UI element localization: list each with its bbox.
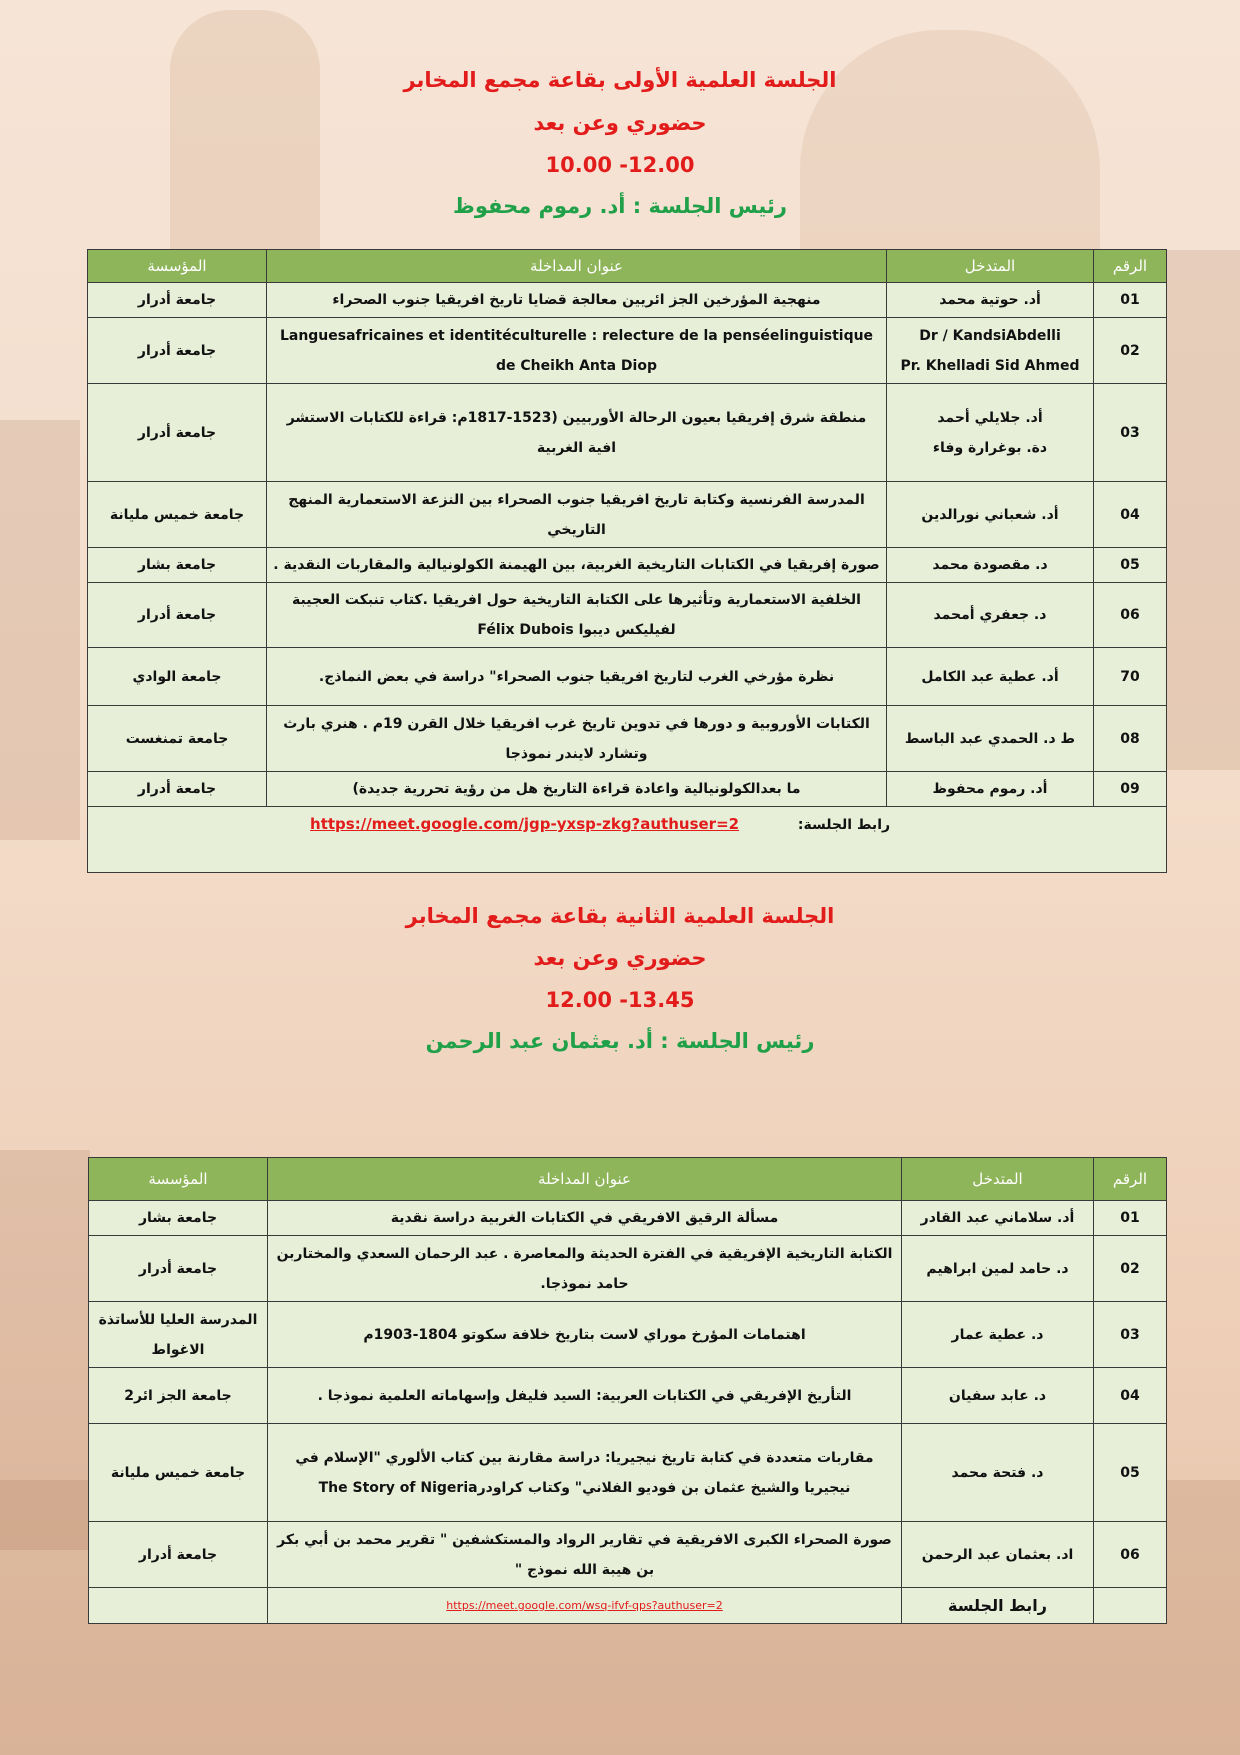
row-speaker bbox=[887, 318, 1094, 384]
background-wall-left bbox=[0, 420, 80, 840]
header-institution: المؤسسة bbox=[88, 250, 267, 283]
header-num: الرقم bbox=[1094, 250, 1167, 283]
session-link-row bbox=[88, 807, 1167, 873]
table-row bbox=[88, 548, 1167, 583]
header-speaker: المتدخل bbox=[887, 250, 1094, 283]
row-speaker: ط د. الحمدي عبد الباسط bbox=[887, 706, 1094, 772]
row-title: الكتابة التاريخية الإفريقية في الفترة الحديثة والمعاصرة . عبد الرحمان السعدي والمختاربن حامد نموذجا. bbox=[268, 1236, 902, 1302]
row-speaker bbox=[887, 384, 1094, 482]
row-num: 06 bbox=[1094, 583, 1167, 648]
row-title: مقاربات متعددة في كتابة تاريخ نيجيريا: دراسة مقارنة بين كتاب الألوري "الإسلام في نيجيريا والشيخ عثمان بن فوديو الفلاني" وكتاب كراودرThe Story of Nigeria bbox=[268, 1424, 902, 1522]
row-speaker: أد. رموم محفوظ bbox=[887, 772, 1094, 807]
table-row bbox=[88, 706, 1167, 772]
session2-time: 13.45- 12.00 bbox=[545, 988, 695, 1012]
session1-chair: رئيس الجلسة : أد. رموم محفوظ bbox=[453, 194, 787, 218]
row-institution: جامعة الجز ائر2 bbox=[89, 1368, 268, 1424]
row-title bbox=[267, 318, 887, 384]
session1-table bbox=[87, 249, 1167, 873]
row-title: صورة إفريقيا في الكتابات التاريخية الغربية، بين الهيمنة الكولونيالية والمقاربات النقدية . bbox=[267, 548, 887, 583]
session-link[interactable]: https://meet.google.com/wsq-ifvf-qps?authuser=2 bbox=[446, 1599, 723, 1612]
table-row bbox=[88, 583, 1167, 648]
row-num: 05 bbox=[1094, 548, 1167, 583]
row-institution: جامعة خميس مليانة bbox=[88, 482, 267, 548]
header-speaker: المتدخل bbox=[902, 1158, 1094, 1201]
row-speaker: د. حامد لمين ابراهيم bbox=[902, 1236, 1094, 1302]
row-num: 04 bbox=[1094, 482, 1167, 548]
row-title: مسألة الرقيق الافريقي في الكتابات الغربية دراسة نقدية bbox=[268, 1201, 902, 1236]
speaker-line-2: Pr. Khelladi Sid Ahmed bbox=[900, 357, 1080, 374]
row-institution: جامعة بشار bbox=[89, 1201, 268, 1236]
table-row bbox=[88, 482, 1167, 548]
row-speaker: د. عطية عمار bbox=[902, 1302, 1094, 1368]
table-row bbox=[88, 384, 1167, 482]
session2-title: الجلسة العلمية الثانية بقاعة مجمع المخابر bbox=[405, 904, 835, 928]
session1-title: الجلسة العلمية الأولى بقاعة مجمع المخابر bbox=[403, 68, 837, 92]
table-row bbox=[89, 1424, 1167, 1522]
row-title: نظرة مؤرخي الغرب لتاريخ افريقيا جنوب الصحراء" دراسة في بعض النماذج. bbox=[267, 648, 887, 706]
row-num: 03 bbox=[1094, 1302, 1167, 1368]
header-title: عنوان المداخلة bbox=[267, 250, 887, 283]
table-header-row bbox=[89, 1158, 1167, 1201]
session2-mode: حضوري وعن بعد bbox=[533, 946, 707, 970]
table-row bbox=[88, 318, 1167, 384]
row-speaker: أد. سلاماني عبد القادر bbox=[902, 1201, 1094, 1236]
row-institution: جامعة بشار bbox=[88, 548, 267, 583]
row-institution: جامعة أدرار bbox=[89, 1522, 268, 1588]
row-institution: جامعة أدرار bbox=[89, 1236, 268, 1302]
row-title: المدرسة الفرنسية وكتابة تاريخ افريقيا جنوب الصحراء بين النزعة الاستعمارية المنهج التاريخي bbox=[267, 482, 887, 548]
session-link-label: رابط الجلسة: bbox=[797, 817, 891, 833]
row-speaker: د. مقصودة محمد bbox=[887, 548, 1094, 583]
row-title: اهتمامات المؤرخ موراي لاست بتاريخ خلافة سكوتو 1804-1903م bbox=[268, 1302, 902, 1368]
row-num: 08 bbox=[1094, 706, 1167, 772]
header-title: عنوان المداخلة bbox=[268, 1158, 902, 1201]
row-title-text: Languesafricaines et identitéculturelle : relecture de la penséelinguistique de Cheikh Anta Diop bbox=[279, 327, 874, 374]
row-title: صورة الصحراء الكبرى الافريقية في تقارير الرواد والمستكشفين " تقرير محمد بن أبي بكر بن هيبة الله نموذج " bbox=[268, 1522, 902, 1588]
row-speaker: أد. شعباني نورالدين bbox=[887, 482, 1094, 548]
row-num: 01 bbox=[1094, 283, 1167, 318]
row-institution: جامعة تمنغست bbox=[88, 706, 267, 772]
speaker-line-2: دة. بوغرارة وفاء bbox=[932, 439, 1048, 456]
row-speaker: أد. حوتية محمد bbox=[887, 283, 1094, 318]
row-institution: جامعة الوادي bbox=[88, 648, 267, 706]
row-title: التأريخ الإفريقي في الكتابات العربية: السيد فليفل وإسهاماته العلمية نموذجا . bbox=[268, 1368, 902, 1424]
row-title: ما بعدالكولونيالية واعادة قراءة التاريخ هل من رؤية تحررية جديدة) bbox=[267, 772, 887, 807]
row-num: 02 bbox=[1094, 318, 1167, 384]
row-institution: جامعة أدرار bbox=[88, 583, 267, 648]
table-row bbox=[88, 772, 1167, 807]
session1-mode: حضوري وعن بعد bbox=[533, 111, 707, 135]
header-institution: المؤسسة bbox=[89, 1158, 268, 1201]
speaker-line-1: Dr / KandsiAbdelli bbox=[919, 327, 1061, 344]
row-institution: جامعة أدرار bbox=[88, 772, 267, 807]
session2-table bbox=[88, 1157, 1167, 1624]
table-row bbox=[88, 283, 1167, 318]
speaker-line-1: أد. جلايلي أحمد bbox=[937, 409, 1043, 426]
row-institution: جامعة أدرار bbox=[88, 318, 267, 384]
row-num: 01 bbox=[1094, 1201, 1167, 1236]
row-num: 09 bbox=[1094, 772, 1167, 807]
row-title: الخلفية الاستعمارية وتأثيرها على الكتابة التاريخية حول افريقيا .كتاب تنبكت العجيبة لفيليكس ديبوا Félix Dubois bbox=[267, 583, 887, 648]
row-num: 05 bbox=[1094, 1424, 1167, 1522]
row-speaker: د. فتحة محمد bbox=[902, 1424, 1094, 1522]
table-row bbox=[89, 1302, 1167, 1368]
row-speaker: اد. بعثمان عبد الرحمن bbox=[902, 1522, 1094, 1588]
session2-chair: رئيس الجلسة : أد. بعثمان عبد الرحمن bbox=[425, 1029, 815, 1053]
row-num: 03 bbox=[1094, 384, 1167, 482]
row-num: 02 bbox=[1094, 1236, 1167, 1302]
session1-time: 12.00- 10.00 bbox=[545, 153, 695, 177]
row-num: 70 bbox=[1094, 648, 1167, 706]
header-num: الرقم bbox=[1094, 1158, 1167, 1201]
session-link[interactable]: https://meet.google.com/jgp-yxsp-zkg?authuser=2 bbox=[310, 815, 740, 833]
row-speaker: د. عابد سفيان bbox=[902, 1368, 1094, 1424]
table-row bbox=[88, 648, 1167, 706]
row-institution: جامعة أدرار bbox=[88, 283, 267, 318]
table-header-row bbox=[88, 250, 1167, 283]
row-speaker: د. جعفري أمحمد bbox=[887, 583, 1094, 648]
row-title: منهجية المؤرخين الجز ائريين معالجة قضايا تاريخ افريقيا جنوب الصحراء bbox=[267, 283, 887, 318]
row-num: 06 bbox=[1094, 1522, 1167, 1588]
row-title: الكتابات الأوروبية و دورها في تدوين تاريخ غرب افريقيا خلال القرن 19م . هنري بارث وتشارد لايندر نموذجا bbox=[267, 706, 887, 772]
row-institution: جامعة خميس مليانة bbox=[89, 1424, 268, 1522]
row-speaker: أد. عطية عبد الكامل bbox=[887, 648, 1094, 706]
table-row bbox=[89, 1368, 1167, 1424]
table-row bbox=[89, 1522, 1167, 1588]
session-link-label: رابط الجلسة bbox=[902, 1588, 1094, 1624]
row-title: منطقة شرق إفريقيا بعيون الرحالة الأوربيين (1523-1817م: قراءة للكتابات الاستشر افية الغربية bbox=[267, 384, 887, 482]
row-institution: المدرسة العليا للأساتذة الاغواط bbox=[89, 1302, 268, 1368]
table-row bbox=[89, 1236, 1167, 1302]
session-link-row bbox=[89, 1588, 1167, 1624]
background-wall-right bbox=[1160, 250, 1240, 770]
row-institution: جامعة أدرار bbox=[88, 384, 267, 482]
row-num: 04 bbox=[1094, 1368, 1167, 1424]
table-row bbox=[89, 1201, 1167, 1236]
